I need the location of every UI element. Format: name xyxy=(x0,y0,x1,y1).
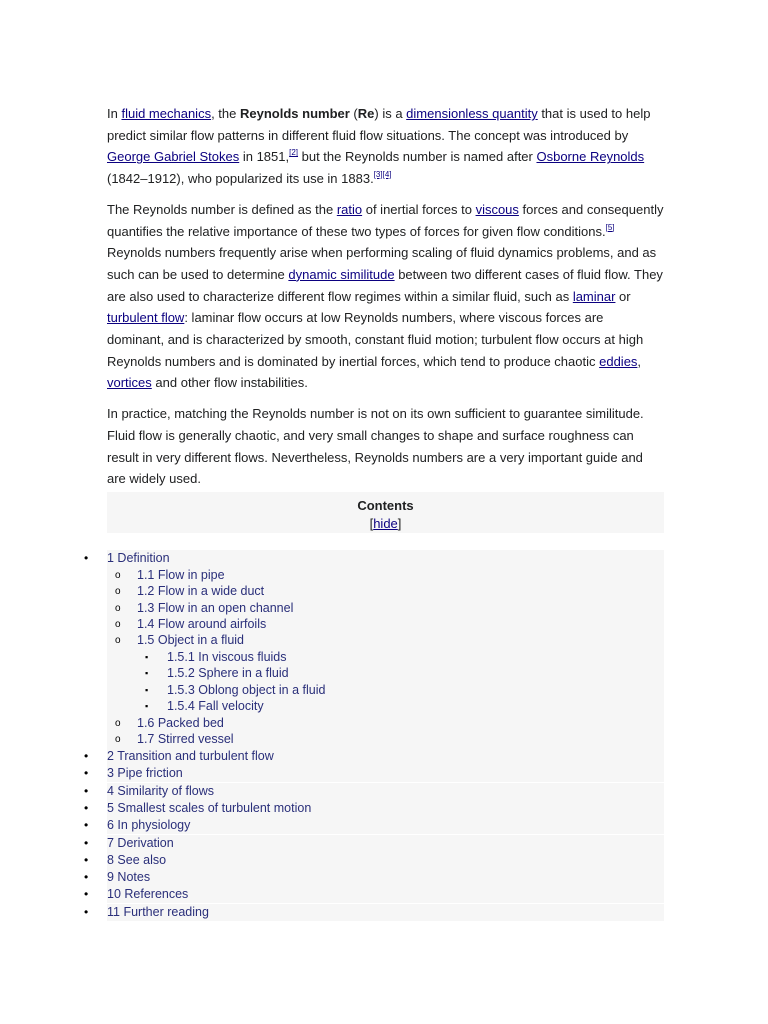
toc-row xyxy=(84,765,664,782)
citation-5[interactable]: [5] xyxy=(605,222,615,232)
toc-row xyxy=(107,731,664,748)
toc-row xyxy=(107,583,664,600)
toc-item-smallest-scales[interactable]: 5 Smallest scales of turbulent motion xyxy=(107,801,312,815)
toc-item-physiology[interactable]: 6 In physiology xyxy=(107,818,191,832)
toc-item-oblong-object[interactable]: 1.5.3 Oblong object in a fluid xyxy=(167,683,326,697)
toc-row xyxy=(107,682,664,699)
toc-row xyxy=(107,665,664,682)
toc-item-flow-in-pipe[interactable]: 1.1 Flow in pipe xyxy=(137,568,225,582)
toc-row xyxy=(84,748,664,765)
link-turbulent-flow[interactable]: turbulent flow xyxy=(107,310,185,326)
toc-row xyxy=(84,852,664,869)
toc-item-transition-turbulent[interactable]: 2 Transition and turbulent flow xyxy=(107,749,274,763)
bullet-icon: • xyxy=(84,784,89,798)
bullet-icon: • xyxy=(84,801,89,815)
circle-bullet-icon: o xyxy=(115,603,121,614)
link-dimensionless-quantity[interactable]: dimensionless quantity xyxy=(406,106,538,121)
square-bullet-icon: ▪ xyxy=(145,668,149,678)
toc-item-references[interactable]: 10 References xyxy=(107,887,189,901)
toc-row xyxy=(107,649,664,666)
bullet-icon: • xyxy=(84,870,89,884)
toc-row xyxy=(84,835,664,852)
term-reynolds-number: Reynolds number xyxy=(240,106,350,121)
toc-row xyxy=(107,600,664,617)
toc-item-flow-open-channel[interactable]: 1.3 Flow in an open channel xyxy=(137,601,294,615)
toc-row xyxy=(84,817,664,834)
link-viscous[interactable]: viscous xyxy=(475,201,519,217)
intro-paragraph-1: In fluid mechanics, the Reynolds number (Re) is a dimensionless quantity that is used to help predict similar flow patterns in different fluid flow situations. The concept was introduced by George Gabriel Stokes in 1851,[2] but the Reynolds number is named after Osborne Reynolds (1842–1912), who popularized its use in 1883.[3][4] xyxy=(107,106,651,187)
toc-row xyxy=(107,632,664,649)
bullet-icon: • xyxy=(84,887,89,901)
link-george-gabriel-stokes[interactable]: George Gabriel Stokes xyxy=(107,149,240,165)
link-ratio[interactable]: ratio xyxy=(336,201,363,217)
toc-row xyxy=(84,800,664,817)
toc-item-stirred-vessel[interactable]: 1.7 Stirred vessel xyxy=(137,732,234,746)
term-re: Re xyxy=(357,106,375,121)
toc-row xyxy=(84,550,664,567)
circle-bullet-icon: o xyxy=(115,570,121,581)
toc-item-object-in-fluid[interactable]: 1.5 Object in a fluid xyxy=(137,633,245,647)
toc-item-pipe-friction[interactable]: 3 Pipe friction xyxy=(107,766,183,780)
citation-3[interactable]: [3] xyxy=(373,170,383,180)
toc-item-definition[interactable]: 1 Definition xyxy=(107,551,170,565)
link-fluid-mechanics[interactable]: fluid mechanics xyxy=(121,106,212,121)
toc-header xyxy=(107,492,664,533)
bullet-icon: • xyxy=(84,853,89,867)
square-bullet-icon: ▪ xyxy=(145,652,149,662)
article-body xyxy=(107,103,664,499)
toc-row xyxy=(84,869,664,886)
link-osborne-reynolds[interactable]: Osborne Reynolds xyxy=(536,149,645,165)
circle-bullet-icon: o xyxy=(115,734,121,745)
link-eddies[interactable]: eddies xyxy=(599,353,638,369)
bullet-icon: • xyxy=(84,905,89,919)
toc-item-packed-bed[interactable]: 1.6 Packed bed xyxy=(137,716,224,730)
toc-row xyxy=(107,616,664,633)
intro-paragraph-2: The Reynolds number is defined as the ratio of inertial forces to viscous forces and consequently quantifies the relative importance of these two types of forces for given flow conditions.[5] Reynolds numbers frequently arise when performing scaling of fluid dynamics problems, and as such can be used to determine dynamic similitude between two different cases of fluid flow. They are also used to characterize different flow regimes within a similar fluid, such as laminar or turbulent flow: laminar flow occurs at low Reynolds numbers, where viscous forces are dominant, and is characterized by smooth, constant fluid motion; turbulent flow occurs at high Reynolds numbers and is dominated by inertial forces, which tend to produce chaotic eddies, vortices and other flow instabilities. xyxy=(107,201,664,391)
bullet-icon: • xyxy=(84,766,89,780)
square-bullet-icon: ▪ xyxy=(145,685,149,695)
toc-item-flow-wide-duct[interactable]: 1.2 Flow in a wide duct xyxy=(137,584,265,598)
toc-row xyxy=(107,715,664,732)
toc-hide-link[interactable]: hide xyxy=(373,516,398,531)
link-dynamic-similitude[interactable]: dynamic similitude xyxy=(288,266,395,282)
circle-bullet-icon: o xyxy=(115,635,121,646)
circle-bullet-icon: o xyxy=(115,619,121,630)
toc-row xyxy=(84,886,664,903)
toc-item-see-also[interactable]: 8 See also xyxy=(107,853,167,867)
bullet-icon: • xyxy=(84,749,89,763)
toc-row xyxy=(84,904,664,921)
square-bullet-icon: ▪ xyxy=(145,701,149,711)
toc-item-similarity[interactable]: 4 Similarity of flows xyxy=(107,784,214,798)
bullet-icon: • xyxy=(84,818,89,832)
bullet-icon: • xyxy=(84,836,89,850)
toc-item-in-viscous-fluids[interactable]: 1.5.1 In viscous fluids xyxy=(167,650,287,664)
toc-item-flow-around-airfoils[interactable]: 1.4 Flow around airfoils xyxy=(137,617,267,631)
bullet-icon: • xyxy=(84,551,89,565)
toc-row xyxy=(84,783,664,800)
toc-item-notes[interactable]: 9 Notes xyxy=(107,870,151,884)
circle-bullet-icon: o xyxy=(115,586,121,597)
link-laminar[interactable]: laminar xyxy=(572,288,616,304)
toc-item-further-reading[interactable]: 11 Further reading xyxy=(107,905,209,919)
link-vortices[interactable]: vortices xyxy=(107,375,152,391)
toc-row xyxy=(107,698,664,715)
citation-2[interactable]: [2] xyxy=(289,148,299,158)
toc-title: Contents xyxy=(357,498,414,513)
toc-toggle: [hide] xyxy=(369,516,402,531)
circle-bullet-icon: o xyxy=(115,718,121,729)
toc-row xyxy=(107,567,664,584)
intro-paragraph-3: In practice, matching the Reynolds number is not on its own sufficient to guarantee similitude. Fluid flow is generally chaotic, and very small changes to shape and surface roughness can result in very different flows. Nevertheless, Reynolds numbers are a very important guide and are widely used. xyxy=(107,406,644,487)
toc-item-sphere-in-fluid[interactable]: 1.5.2 Sphere in a fluid xyxy=(167,666,289,680)
toc-item-derivation[interactable]: 7 Derivation xyxy=(107,836,174,850)
citation-4[interactable]: [4] xyxy=(382,170,392,180)
toc-item-fall-velocity[interactable]: 1.5.4 Fall velocity xyxy=(167,699,264,713)
